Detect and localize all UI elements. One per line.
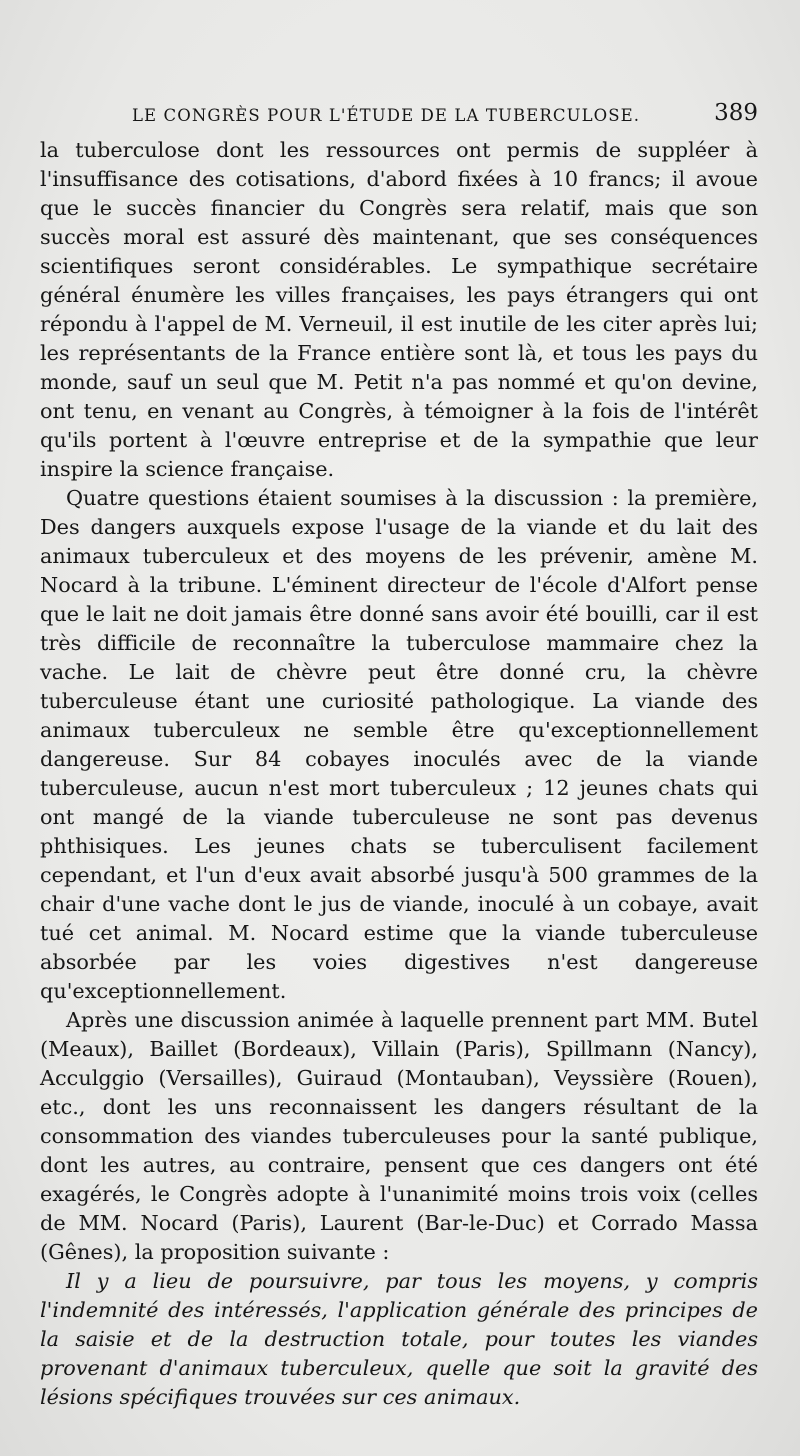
paragraph-first-question: Quatre questions étaient soumises à la discussion : la première, Des dangers auxquels expose l'usage de la viande et du lait des animaux tuberculeux et des moyens de les prévenir, amène M. Nocard à la tribune. L'éminent directeur de l'école d'Alfort pense que le lait ne doit jamais être donné sans avoir été bouilli, car il est très difficile de reconnaître la tuberculose mammaire chez la vache. Le lait de chèvre peut être donné cru, la chèvre tuberculeuse étant une curiosité pathologique. La viande des animaux tuberculeux ne semble être qu'exceptionnellement dangereuse. Sur 84 cobayes inoculés avec de la viande tuberculeuse, aucun n'est mort tuberculeux ; 12 jeunes chats qui ont mangé de la viande tuberculeuse ne sont pas devenus phthisiques. Les jeunes chats se tuberculisent facilement cependant, et l'un d'eux avait absorbé jusqu'à 500 grammes de la chair d'une vache dont le jus de viande, inoculé à un cobaye, avait tué cet animal. M. Nocard estime que la viande tuberculeuse absorbée par les voies digestives n'est dangereuse qu'exceptionnellement. bbox=[40, 486, 758, 1003]
running-title: LE CONGRÈS POUR L'ÉTUDE DE LA TUBERCULOSE. bbox=[132, 106, 641, 125]
paragraph-continued: la tuberculose dont les ressources ont permis de suppléer à l'insuffisance des cotisations, d'abord fixées à 10 francs; il avoue que le succès financier du Congrès sera relatif, mais que son succès moral est assuré dès maintenant, que ses conséquences scientifiques seront considérables. Le sympathique secrétaire général énumère les villes françaises, les pays étrangers qui ont répondu à l'appel de M. Verneuil, il est inutile de les citer après lui; les représentants de la France entière sont là, et tous les pays du monde, sauf un seul que M. Petit n'a pas nommé et qu'on devine, ont tenu, en venant au Congrès, à témoigner à la fois de l'intérêt qu'ils portent à l'œuvre entreprise et de la sympathie que leur inspire la science française. bbox=[40, 138, 758, 481]
body-text bbox=[40, 136, 758, 1412]
page-number: 389 bbox=[714, 100, 758, 126]
paragraph-discussion: Après une discussion animée à laquelle prennent part MM. Butel (Meaux), Baillet (Bordeaux), Villain (Paris), Spillmann (Nancy), Acculggio (Versailles), Guiraud (Montauban), Veyssière (Rouen), etc., dont les uns reconnaissent les dangers résultant de la consommation des viandes tuberculeuses pour la santé publique, dont les autres, au contraire, pensent que ces dangers ont été exagérés, le Congrès adopte à l'unanimité moins trois voix (celles de MM. Nocard (Paris), Laurent (Bar-le-Duc) et Corrado Massa (Gênes), la proposition suivante : bbox=[40, 1008, 758, 1264]
page-header bbox=[40, 100, 758, 134]
adopted-proposition: Il y a lieu de poursuivre, par tous les moyens, y compris l'indemnité des intéressés, l'application générale des principes de la saisie et de la destruction totale, pour toutes les viandes provenant d'animaux tuberculeux, quelle que soit la gravité des lésions spécifiques trouvées sur ces animaux. bbox=[40, 1269, 758, 1409]
